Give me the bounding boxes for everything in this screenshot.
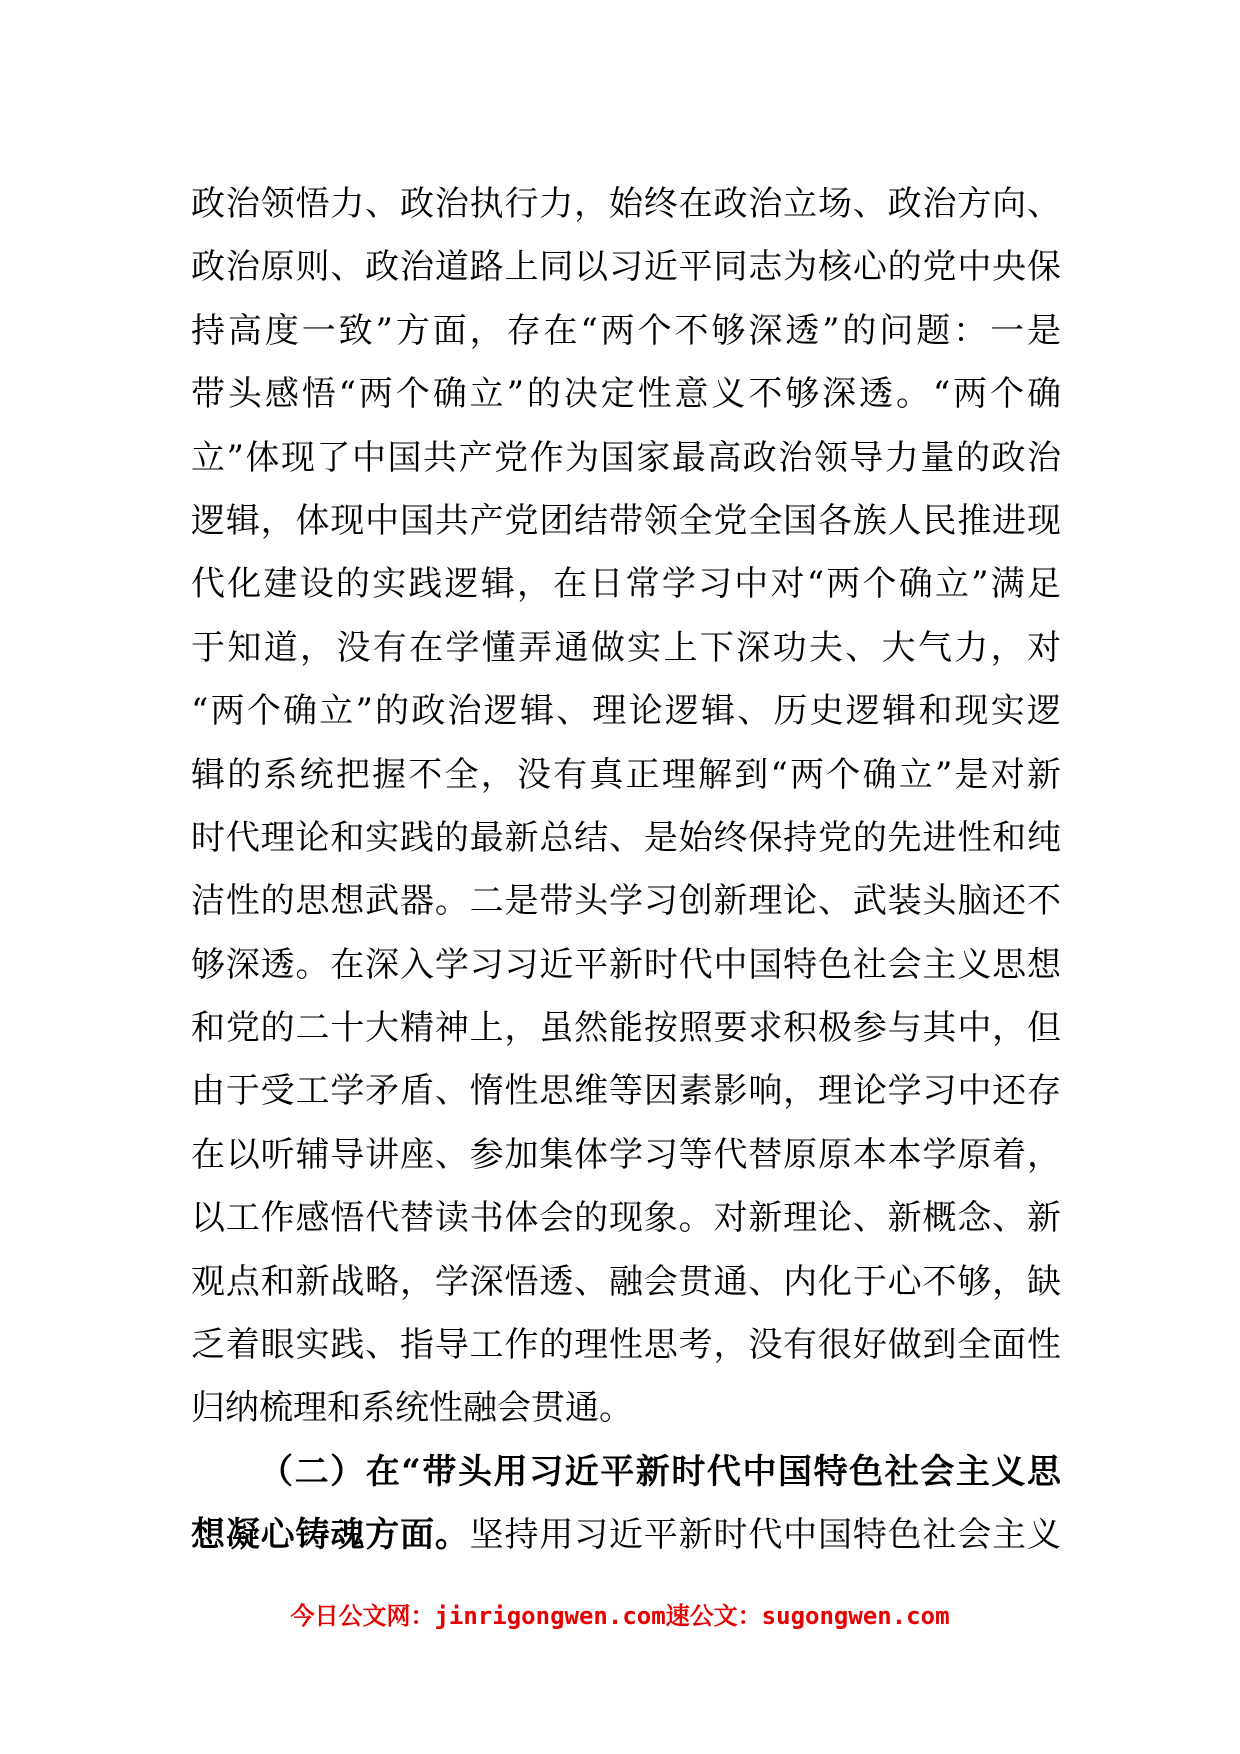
section-heading-end: 想凝心铸魂方面。 — [191, 1515, 470, 1556]
text-line: 乏着眼实践、指导工作的理性思考，没有很好做到全面性 — [191, 1325, 1061, 1366]
footer-watermark — [0, 1596, 1240, 1631]
text-line: 和党的二十大精神上，虽然能按照要求积极参与其中，但 — [191, 1008, 1061, 1049]
text-line: 带头感悟“两个确立”的决定性意义不够深透。“两个确 — [191, 374, 1061, 415]
section-heading: （二）在“带头用习近平新时代中国特色社会主义思 — [259, 1451, 1061, 1492]
text-line: 政治领悟力、政治执行力，始终在政治立场、政治方向、 — [191, 184, 1061, 224]
text-line: 逻辑，体现中国共产党团结带领全党全国各族人民推进现 — [191, 500, 1061, 541]
text-line: 归纳梳理和系统性融会贯通。 — [191, 1388, 633, 1429]
site1-name: 今日公文网： — [290, 1602, 435, 1630]
text-line: 辑的系统把握不全，没有真正理解到“两个确立”是对新 — [191, 754, 1061, 795]
text-line: 以工作感悟代替读书体会的现象。对新理论、新概念、新 — [191, 1198, 1061, 1239]
text-line: 由于受工学矛盾、惰性思维等因素影响，理论学习中还存 — [191, 1071, 1061, 1112]
text-line: 立”体现了中国共产党作为国家最高政治领导力量的政治 — [191, 437, 1061, 478]
site2-url[interactable]: sugongwen.com — [761, 1602, 950, 1630]
section-heading-continuation — [191, 1504, 1061, 1567]
site1-url[interactable]: jinrigongwen.com — [434, 1602, 666, 1630]
paragraph-text: 坚持用习近平新时代中国特色社会主义 — [469, 1515, 1062, 1556]
text-line: 持高度一致”方面，存在“两个不够深透”的问题：一是 — [191, 310, 1061, 351]
text-line: 代化建设的实践逻辑，在日常学习中对“两个确立”满足 — [191, 564, 1061, 605]
text-line: 时代理论和实践的最新总结、是始终保持党的先进性和纯 — [191, 817, 1061, 858]
text-line: 观点和新战略，学深悟透、融会贯通、内化于心不够，缺 — [191, 1261, 1061, 1302]
site2-name: 速公文： — [665, 1602, 762, 1630]
text-line: 在以听辅导讲座、参加集体学习等代替原原本本学原着， — [191, 1134, 1061, 1175]
text-line: 洁性的思想武器。二是带头学习创新理论、武装头脑还不 — [191, 881, 1061, 922]
text-line: 于知道，没有在学懂弄通做实上下深功夫、大气力，对 — [191, 627, 1061, 668]
text-line: 政治原则、政治道路上同以习近平同志为核心的党中央保 — [191, 247, 1061, 288]
document-body — [191, 173, 1061, 1568]
text-line: “两个确立”的政治逻辑、理论逻辑、历史逻辑和现实逻 — [191, 691, 1061, 732]
text-line: 够深透。在深入学习习近平新时代中国特色社会主义思想 — [191, 944, 1061, 985]
